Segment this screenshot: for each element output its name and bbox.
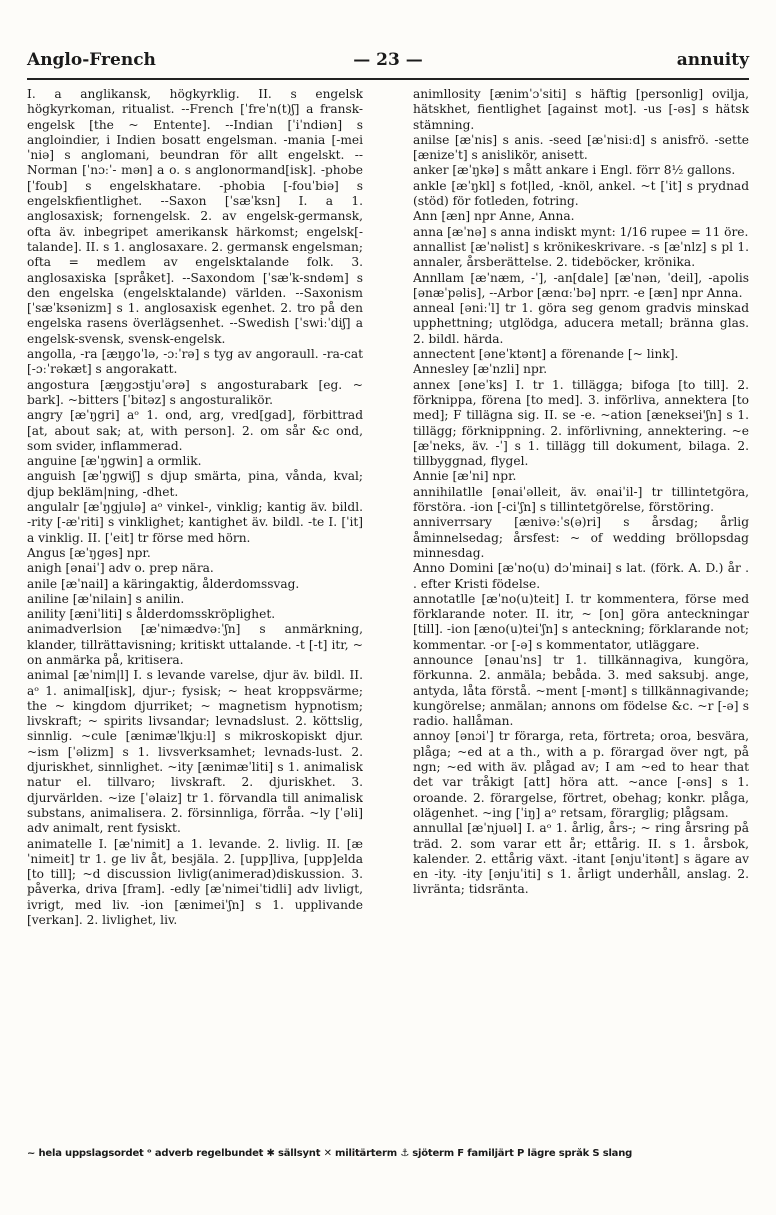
entry: anguine [æˈŋgwin] a ormlik. bbox=[27, 454, 202, 469]
entry: announce [ənauˈns] tr 1. tillkännagiva, kungöra, förkunna. 2. anmäla; bebåda. 3. med saksubj. ange, antyda, låta förstå. ~ment [-mənt] s tillkännagivande; kungörelse; anmälan; annons om födelse &c. ~r [-ə] s radio. hallåman. bbox=[413, 652, 749, 729]
entry: annoy [ənɔiˈ] tr förarga, reta, förtreta; oroa, besvära, plåga; ~ed at a th., with a p. förargad över ngt, på ngn; ~ed with äv. plågad av; I am ~ed to hear that det var tråkigt [att] höra att. ~ance [-əns] s 1. oroande. 2. förargelse, förtret, obehag; konkr. plåga, olägenhet. ~ing [ˈiŋ] aᵒ retsam, förarglig; plågsam. bbox=[413, 729, 749, 820]
entry: annotatlle [æˈno(u)teit] I. tr kommentera, förse med förklarande noter. II. itr, ~ [on] göra anteckningar [till]. -ion [æno(u)teiˈʃn] s anteckning; förklarande not; kommentar. -or [-ə] s kommentator, utläggare. bbox=[413, 591, 749, 652]
entry: animllosity [ænimˈɔˈsiti] s häftig [personlig] ovilja, hätskhet, fientlighet [against mot]. -us [-əs] s hätsk stämning. bbox=[413, 87, 749, 132]
header-left-guide-word: Anglo-French bbox=[27, 50, 156, 70]
entry: anguish [æˈŋgwiʃ] s djup smärta, pina, vånda, kval; djup bekläm|ning, -dhet. bbox=[27, 469, 363, 499]
entry: Ann [æn] npr Anne, Anna. bbox=[413, 209, 575, 224]
entry: anna [æˈnə] s anna indiskt mynt: 1/16 rupee = 11 öre. bbox=[413, 224, 749, 239]
entry: Angus [æˈŋgəs] npr. bbox=[27, 545, 151, 560]
left-column bbox=[27, 87, 363, 1087]
entry: annex [əneˈks] I. tr 1. tillägga; bifoga [to till]. 2. förknippa, förena [to med]. 3. införliva, annektera [to med]; F tillägna sig. II. se -e. ~ation [æneksei'ʃn] s 1. tillägg; förknippning. 2. införlivning, annektering. ~e [æˈneks, äv. -ˈ] s 1. tillägg till dokument, bilaga. 2. tillbyggnad, flygel. bbox=[413, 377, 749, 469]
entry: anniverrsary [ænivəːˈs(ə)ri] s årsdag; årlig åminnelsedag; årsfest: ~ of wedding bröllopsdag minnesdag. bbox=[413, 515, 749, 560]
entry: angolla, -ra [æŋgoˈlə, -ɔːˈrə] s tyg av angoraull. -ra-cat [-ɔːˈrəkæt] s angorakatt. bbox=[27, 347, 363, 377]
entry: animadverlsion [æˈnimædvəːˈʃn] s anmärkning, klander, tillrättavisning; kritiskt uttalande. -t [-t] itr, ~ on anmärka på, kritisera. bbox=[27, 622, 363, 667]
entry: annectent [əneˈktənt] a förenande [~ link]. bbox=[413, 347, 679, 362]
entry: annallist [æˈnəlist] s krönikeskrivare. -s [æˈnlz] s pl 1. annaler, årsberättelse. 2. tideböcker, krönika. bbox=[413, 239, 749, 270]
entry: Annllam [æˈnæm, -ˈ], -an[dale] [æˈnən, ˈdeil], -apolis [ənæˈpəlis], --Arbor [ænɑːˈbə] nprr. -e [æn] npr Anna. bbox=[413, 270, 749, 300]
entry: angulalr [æˈŋgjulə] aᵒ vinkel-, vinklig; kantig äv. bildl. -rity [-æˈriti] s vinklighet; kantighet äv. bildl. -te I. [ˈit] a vinklig. II. [ˈeit] tr förse med hörn. bbox=[27, 500, 363, 545]
entry: anile [æˈnail] a käringaktig, ålderdomssvag. bbox=[27, 576, 300, 591]
entry: angostura [æŋgɔstjuˈərə] s angosturabark [eg. ~ bark]. ~bitters [ˈbitəz] s angosturalikör. bbox=[27, 377, 363, 407]
entry: ankle [æˈŋkl] s fot|led, -knöl, ankel. ~t [ˈit] s prydnad (stöd) för fotleden, fotring. bbox=[413, 178, 749, 209]
header-right-guide-word: annuity bbox=[676, 50, 749, 70]
abbreviation-legend: ~ hela uppslagsordet ᵒ adverb regelbundet ✱ sällsynt ✕ militärterm ⚓ sjöterm F familjärt P lägre språk S slang bbox=[27, 1148, 633, 1159]
entry: annullal [æˈnjuəl] I. aᵒ 1. årlig, års-; ~ ring årsring på träd. 2. som varar ett år; ettårig. II. s 1. årsbok, kalender. 2. ettårig växt. -itant [ənjuˈitənt] s ägare av en -ity. -ity [ənjuˈiti] s 1. årligt underhåll, anslag. 2. livränta; tidsränta. bbox=[413, 821, 749, 897]
entry: animal [æˈnim|l] I. s levande varelse, djur äv. bildl. II. aᵒ 1. animal[isk], djur-; fysisk; ~ heat kroppsvärme; the ~ kingdom djurriket; ~ magnetism hypnotism; livskraft; ~ spirits livsandar; levnadslust. 2. köttslig, sinnlig. ~cule [ænimæˈlkjuːl] s mikroskopiskt djur. ~ism [ˈəlizm] s 1. livsverksamhet; levnads-lust. 2. djuriskhet, sinnlighet. ~ity [ænimæˈliti] s 1. animalisk natur el. tillvaro; livskraft. 2. djuriskhet. 3. djurvärlden. ~ize [ˈəlaiz] tr 1. förvandla till animalisk substans, animalisera. 2. försinnliga, förråa. ~ly [ˈəli] adv animalt, rent fysiskt. bbox=[27, 668, 363, 836]
entry: anility [æniˈliti] s ålderdomsskröplighet. bbox=[27, 607, 276, 622]
entry: anigh [ənaiˈ] adv o. prep nära. bbox=[27, 561, 214, 576]
page-number: — 23 — bbox=[353, 50, 423, 70]
entry: Annie [æˈni] npr. bbox=[413, 469, 517, 484]
entry: Anno Domini [æˈno(u) dɔˈminai] s lat. (förk. A. D.) år . . efter Kristi födelse. bbox=[413, 561, 749, 591]
right-column bbox=[413, 87, 749, 1087]
entry: animatelle I. [æˈnimit] a 1. levande. 2. livlig. II. [æˈnimeit] tr 1. ge liv åt, besjäla. 2. [upp]liva, [upp]elda [to till]; ~d discussion livlig(animerad)diskussion. 3. påverka, driva [fram]. -edly [æˈnimeiˈtidli] adv livligt, ivrigt, med liv. -ion [ænimeiˈʃn] s 1. upplivande [verkan]. 2. livlighet, liv. bbox=[27, 836, 363, 928]
entry: aniline [æˈnilain] s anilin. bbox=[27, 591, 185, 606]
entry: anilse [æˈnis] s anis. -seed [æˈnisiːd] s anisfrö. -sette [ænizeˈt] s anislikör, anisett. bbox=[413, 132, 749, 163]
entry: angry [æˈŋgri] aᵒ 1. ond, arg, vred[gad], förbittrad [at, about sak; at, with person]. 2. om sår &c ond, som svider, inflammerad. bbox=[27, 408, 363, 453]
entry: anker [æˈŋkə] s mått ankare i Engl. förr 8½ gallons. bbox=[413, 163, 736, 178]
entry: I. a anglikansk, högkyrklig. II. s engelsk högkyrkoman, ritualist. --French [ˈfreˈn(t)ʃ] a fransk-engelsk [the ~ Entente]. --Indian [ˈiˈndiən] s angloindier, i Indien bosatt engelsman. -mania [-meiˈniə] s anglomani, beundran för allt engelskt. --Norman [ˈnɔːˈ- mən] a o. s anglonormand[isk]. -phobe [ˈfoub] s engelskhatare. -phobia [-fouˈbiə] s engelskfientlighet. --Saxon [ˈsæˈksn] I. a 1. anglosaxisk; fornengelsk. 2. av engelsk-germansk, ofta äv. inbegripet amerikansk härkomst; engelsk[-talande]. II. s 1. anglosaxare. 2. germansk engelsman; ofta = medlem av engelsktalande folk. 3. anglosaxiska [språket]. --Saxondom [ˈsæˈk-sndəm] s den engelska (engelsktalande) världen. --Saxonism [ˈsæˈksənizm] s 1. anglosaxisk egenhet. 2. tro på den engelska rasens överlägsenhet. --Swedish [ˈswiːˈdiʃ] a engelsk-svensk, svensk-engelsk. bbox=[27, 87, 363, 346]
entry: Annesley [æˈnzli] npr. bbox=[413, 362, 548, 377]
entry: annihilatlle [ənaiˈəlleit, äv. ənaiˈil-] tr tillintetgöra, förstöra. -ion [-ciˈʃn] s tillintetgörelse, förstöring. bbox=[413, 484, 749, 515]
header-rule bbox=[27, 78, 749, 80]
entry: anneal [əniːˈl] tr 1. göra seg genom gradvis minskad upphettning; utglödga, aducera metall; bränna glas. 2. bildl. härda. bbox=[413, 301, 749, 346]
page-header bbox=[27, 50, 749, 78]
